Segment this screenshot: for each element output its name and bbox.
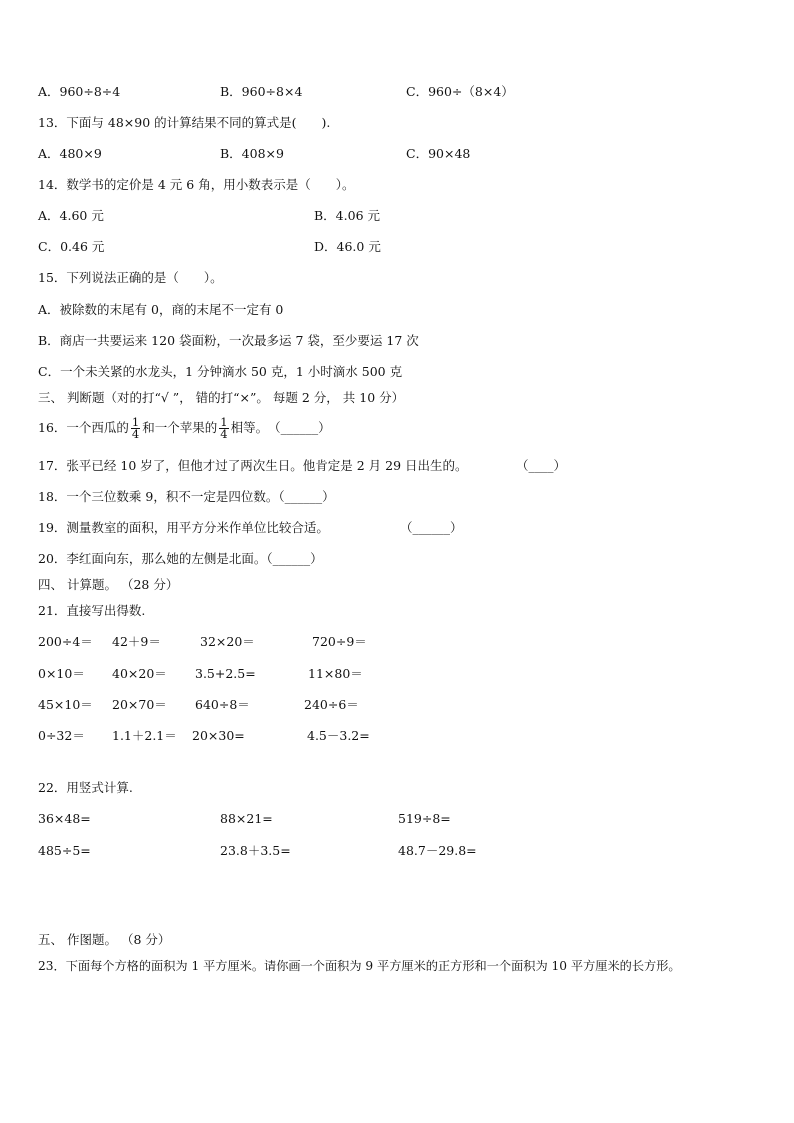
q17-stem: 17．张平已经 10 岁了，但他才过了两次生日。他肯定是 2 月 29 日出生的。 bbox=[38, 458, 468, 473]
q16-fraction-2-denominator: 4 bbox=[220, 427, 228, 441]
q16-fraction-1-denominator: 4 bbox=[131, 427, 140, 441]
q22-item: 23.8＋3.5= bbox=[220, 843, 291, 858]
q22-item: 88×21= bbox=[220, 811, 273, 826]
q21-item: 32×20＝ bbox=[200, 634, 255, 649]
q13-option-a: A．480×9 bbox=[38, 146, 102, 161]
q20-answer-blank[interactable]: （______） bbox=[266, 551, 323, 566]
q14-stem: 14．数学书的定价是 4 元 6 角，用小数表示是（ ）。 bbox=[38, 177, 355, 192]
q16-part2: 和一个苹果的 bbox=[142, 420, 218, 435]
q20-stem: 20．李红面向东，那么她的左侧是北面。 bbox=[38, 551, 267, 566]
q22-item: 36×48= bbox=[38, 811, 91, 826]
q16-fraction-1 bbox=[131, 417, 140, 440]
q22-item: 485÷5= bbox=[38, 843, 91, 858]
q12-option-b: B．960÷8×4 bbox=[220, 84, 303, 99]
q21-item: 0×10＝ bbox=[38, 666, 85, 681]
q21-stem: 21．直接写出得数. bbox=[38, 603, 146, 618]
q21-item: 200÷4＝ bbox=[38, 634, 93, 649]
q19-stem: 19．测量教室的面积，用平方分米作单位比较合适。 bbox=[38, 520, 329, 535]
q15-stem: 15．下列说法正确的是（ ）。 bbox=[38, 270, 223, 285]
q21-item: 1.1＋2.1＝ bbox=[112, 728, 177, 743]
q19-answer-blank[interactable]: （______） bbox=[400, 520, 463, 535]
q21-item: 4.5－3.2= bbox=[307, 728, 370, 743]
q21-item: 240÷6＝ bbox=[304, 697, 359, 712]
q14-option-d: D．46.0 元 bbox=[314, 239, 381, 254]
section-5-title: 五、 作图题。 （8 分） bbox=[38, 932, 171, 947]
q13-stem: 13．下面与 48×90 的计算结果不同的算式是( ). bbox=[38, 115, 331, 130]
q14-option-a: A．4.60 元 bbox=[38, 208, 104, 223]
section-4-title: 四、 计算题。 （28 分） bbox=[38, 577, 179, 592]
q12-option-a: A．960÷8÷4 bbox=[38, 84, 121, 99]
q21-item: 720÷9＝ bbox=[312, 634, 367, 649]
q18-stem: 18．一个三位数乘 9，积不一定是四位数。 bbox=[38, 489, 279, 504]
q21-item: 0÷32＝ bbox=[38, 728, 85, 743]
q16-fraction-1-numerator: 1 bbox=[131, 415, 140, 429]
q21-item: 11×80＝ bbox=[308, 666, 363, 681]
q17-answer-blank[interactable]: （____） bbox=[516, 458, 567, 473]
section-3-title: 三、 判断题（对的打“√ ”， 错的打“×”。 每题 2 分， 共 10 分） bbox=[38, 390, 405, 405]
q23-stem: 23．下面每个方格的面积为 1 平方厘米。请你画一个面积为 9 平方厘米的正方形和一个面积为 10 平方厘米的长方形。 bbox=[38, 959, 681, 973]
q21-item: 20×70＝ bbox=[112, 697, 167, 712]
q18-answer-blank[interactable]: （______） bbox=[278, 489, 335, 504]
q22-item: 519÷8= bbox=[398, 811, 451, 826]
q15-option-b: B．商店一共要运来 120 袋面粉，一次最多运 7 袋，至少要运 17 次 bbox=[38, 333, 419, 348]
q21-item: 640÷8＝ bbox=[195, 697, 250, 712]
q20 bbox=[38, 551, 323, 567]
q22-stem: 22．用竖式计算. bbox=[38, 780, 133, 795]
q22-item: 48.7－29.8= bbox=[398, 843, 477, 858]
q14-option-b: B．4.06 元 bbox=[314, 208, 380, 223]
q13-option-c: C．90×48 bbox=[406, 146, 471, 161]
q15-option-c: C．一个未关紧的水龙头，1 分钟滴水 50 克，1 小时滴水 500 克 bbox=[38, 364, 403, 379]
q14-option-c: C．0.46 元 bbox=[38, 239, 105, 254]
q16-fraction-2-numerator: 1 bbox=[220, 415, 228, 429]
q16 bbox=[38, 414, 331, 442]
q16-answer-blank[interactable]: （______） bbox=[268, 420, 331, 435]
q15-option-a: A．被除数的末尾有 0，商的末尾不一定有 0 bbox=[38, 302, 284, 317]
q21-item: 20×30= bbox=[192, 728, 245, 743]
q21-item: 3.5+2.5= bbox=[195, 666, 256, 681]
q21-item: 40×20＝ bbox=[112, 666, 167, 681]
q21-item: 42＋9＝ bbox=[112, 634, 161, 649]
q18 bbox=[38, 489, 335, 505]
q12-option-c: C．960÷（8×4） bbox=[406, 84, 514, 99]
q21-item: 45×10＝ bbox=[38, 697, 93, 712]
q16-fraction-2 bbox=[219, 417, 228, 440]
q16-part3: 相等。 bbox=[230, 420, 269, 435]
q13-option-b: B．408×9 bbox=[220, 146, 284, 161]
q16-part1: 16．一个西瓜的 bbox=[38, 420, 129, 435]
